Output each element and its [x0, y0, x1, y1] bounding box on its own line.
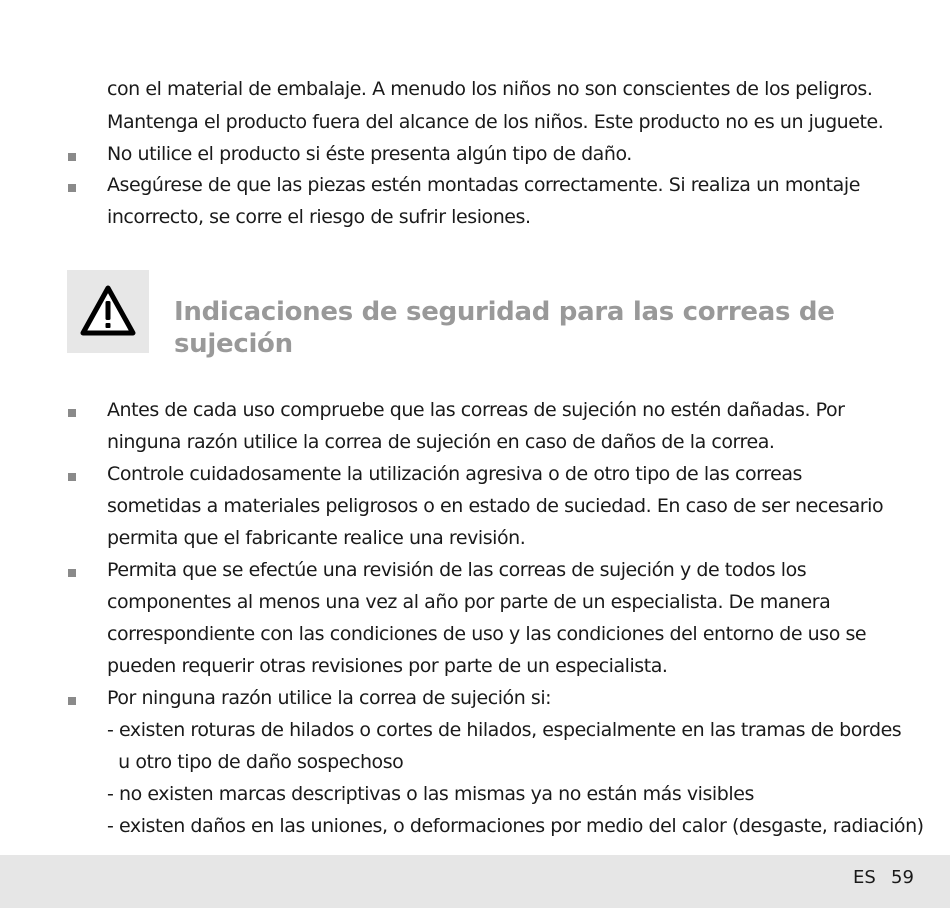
bullet-text: componentes al menos una vez al año por parte de un especialista. De manera: [107, 591, 831, 613]
bullet-text: permita que el fabricante realice una revisión.: [107, 527, 526, 549]
footer-bar: [0, 855, 950, 908]
section-title: sujeción: [174, 329, 293, 359]
warning-icon-box: [67, 270, 149, 353]
sub-item: - existen roturas de hilados o cortes de hilados, especialmente en las tramas de bordes: [107, 719, 902, 741]
bullet-marker: [68, 569, 76, 577]
bullet-text: Antes de cada uso compruebe que las correas de sujeción no estén dañadas. Por: [107, 399, 845, 421]
bullet-text: Por ninguna razón utilice la correa de sujeción si:: [107, 687, 552, 709]
sub-item: u otro tipo de daño sospechoso: [107, 751, 404, 773]
bullet-text: sometidas a materiales peligrosos o en estado de suciedad. En caso de ser necesario: [107, 495, 884, 517]
bullet-text: correspondiente con las condiciones de uso y las condiciones del entorno de uso se: [107, 623, 867, 645]
footer-language: ES: [853, 867, 876, 888]
bullet-text: Permita que se efectúe una revisión de las correas de sujeción y de todos los: [107, 559, 807, 581]
bullet-marker: [68, 473, 76, 481]
bullet-marker: [68, 153, 76, 161]
bullet-marker: [68, 409, 76, 417]
bullet-text: ninguna razón utilice la correa de sujeción en caso de daños de la correa.: [107, 431, 775, 453]
warning-triangle-icon: [79, 284, 137, 338]
bullet-text: incorrecto, se corre el riesgo de sufrir lesiones.: [107, 206, 531, 228]
bullet-text: Controle cuidadosamente la utilización agresiva o de otro tipo de las correas: [107, 463, 802, 485]
bullet-text: pueden requerir otras revisiones por parte de un especialista.: [107, 655, 668, 677]
bullet-text: Asegúrese de que las piezas estén montadas correctamente. Si realiza un montaje: [107, 174, 860, 196]
sub-item: - existen daños en las uniones, o deformaciones por medio del calor (desgaste, radiación): [107, 815, 924, 837]
sub-item: - no existen marcas descriptivas o las mismas ya no están más visibles: [107, 783, 754, 805]
intro-line: Mantenga el producto fuera del alcance de los niños. Este producto no es un juguete.: [107, 111, 884, 133]
page-number: 59: [891, 867, 914, 888]
section-title: Indicaciones de seguridad para las correas de: [174, 297, 835, 327]
intro-line: con el material de embalaje. A menudo los niños no son conscientes de los peligros.: [107, 78, 873, 100]
bullet-text: No utilice el producto si éste presenta algún tipo de daño.: [107, 143, 632, 165]
bullet-marker: [68, 697, 76, 705]
bullet-marker: [68, 184, 76, 192]
